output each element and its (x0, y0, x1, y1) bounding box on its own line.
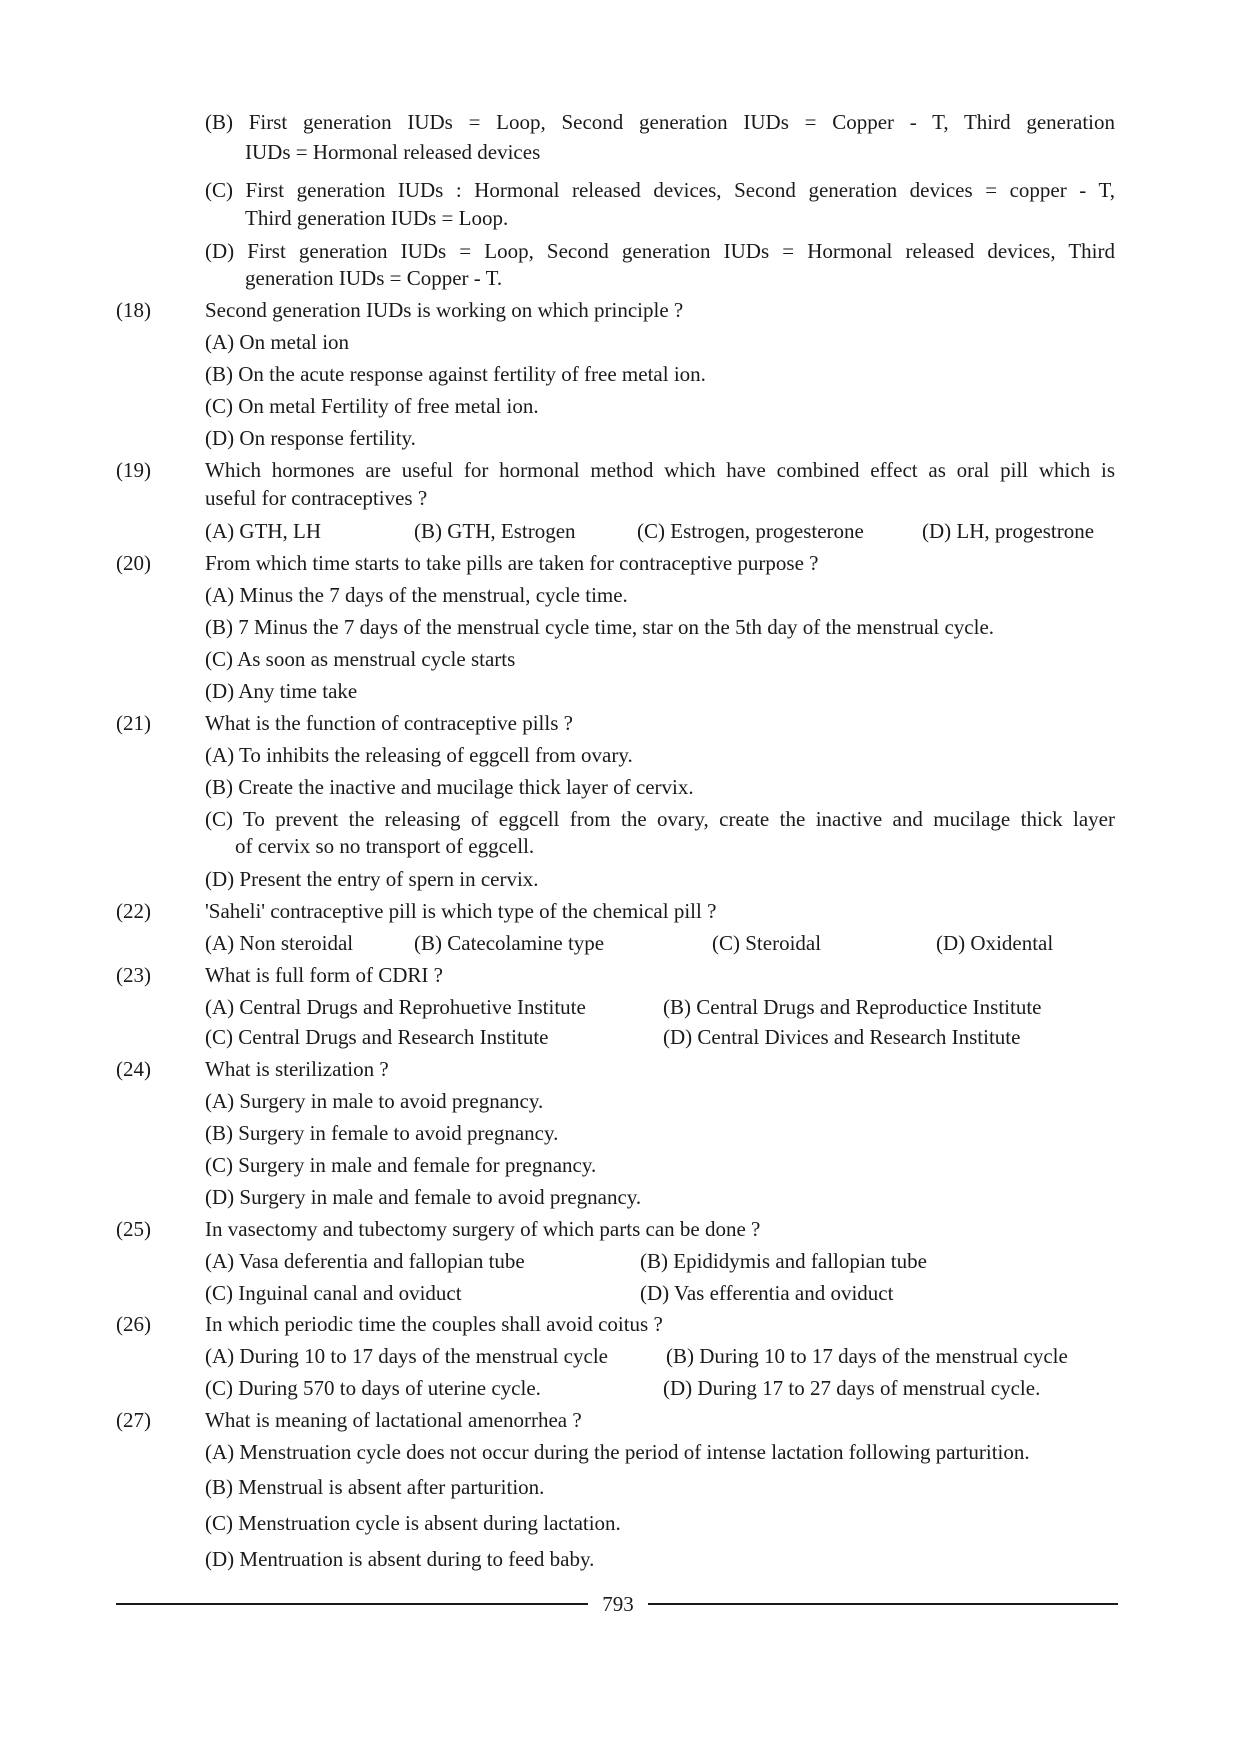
option-a: (A) Surgery in male to avoid pregnancy. (205, 1089, 544, 1113)
option-a: (A) During 10 to 17 days of the menstrual cycle (205, 1344, 608, 1368)
question-text: In which periodic time the couples shall avoid coitus ? (205, 1312, 663, 1336)
option-b: (B) 7 Minus the 7 days of the menstrual cycle time, star on the 5th day of the menstrual cycle. (205, 615, 995, 639)
option-b: (B) Create the inactive and mucilage thick layer of cervix. (205, 775, 694, 799)
question-number: (27) (116, 1408, 151, 1432)
option-c-line1: (C) To prevent the releasing of eggcell from the ovary, create the inactive and mucilage thick layer (205, 807, 1115, 831)
carryover-option-b-line1: (B) First generation IUDs = Loop, Second generation IUDs = Copper - T, Third generation (205, 110, 1115, 134)
question-text: From which time starts to take pills are taken for contraceptive purpose ? (205, 551, 819, 575)
question-number: (19) (116, 458, 151, 482)
question-text: What is sterilization ? (205, 1057, 389, 1081)
option-d: (D) Mentruation is absent during to feed baby. (205, 1547, 595, 1571)
question-number: (25) (116, 1217, 151, 1241)
question-text: Second generation IUDs is working on which principle ? (205, 298, 684, 322)
question-text: 'Saheli' contraceptive pill is which type of the chemical pill ? (205, 899, 717, 923)
option-b: (B) GTH, Estrogen (414, 519, 576, 543)
option-c: (C) Surgery in male and female for pregnancy. (205, 1153, 597, 1177)
option-a: (A) Vasa deferentia and fallopian tube (205, 1249, 525, 1273)
question-number: (26) (116, 1312, 151, 1336)
question-text: In vasectomy and tubectomy surgery of which parts can be done ? (205, 1217, 761, 1241)
question-number: (23) (116, 963, 151, 987)
option-d: (D) During 17 to 27 days of menstrual cycle. (663, 1376, 1041, 1400)
option-b: (B) Central Drugs and Reproductice Institute (663, 995, 1042, 1019)
option-c: (C) Inguinal canal and oviduct (205, 1281, 462, 1305)
option-a: (A) Minus the 7 days of the menstrual, cycle time. (205, 583, 628, 607)
option-c: (C) Menstruation cycle is absent during lactation. (205, 1511, 621, 1535)
question-text: What is the function of contraceptive pills ? (205, 711, 573, 735)
option-a: (A) Menstruation cycle does not occur during the period of intense lactation following parturition. (205, 1440, 1030, 1464)
option-d: (D) Central Divices and Research Institute (663, 1025, 1021, 1049)
carryover-option-d-line2: generation IUDs = Copper - T. (245, 266, 503, 290)
question-text-line1: Which hormones are useful for hormonal method which have combined effect as oral pill which is (205, 458, 1115, 482)
option-a: (A) Central Drugs and Reprohuetive Institute (205, 995, 586, 1019)
question-number: (24) (116, 1057, 151, 1081)
option-b: (B) On the acute response against fertility of free metal ion. (205, 362, 706, 386)
option-a: (A) GTH, LH (205, 519, 322, 543)
option-b: (B) Menstrual is absent after parturition. (205, 1475, 545, 1499)
carryover-option-c-line2: Third generation IUDs = Loop. (245, 206, 509, 230)
option-c: (C) During 570 to days of uterine cycle. (205, 1376, 541, 1400)
option-d: (D) LH, progestrone (922, 519, 1095, 543)
option-d: (D) Any time take (205, 679, 358, 703)
question-text: What is full form of CDRI ? (205, 963, 443, 987)
option-c-line2: of cervix so no transport of eggcell. (235, 834, 535, 858)
option-b: (B) Catecolamine type (414, 931, 605, 955)
carryover-option-d-line1: (D) First generation IUDs = Loop, Second generation IUDs = Hormonal released devices, Third (205, 239, 1115, 263)
option-d: (D) Surgery in male and female to avoid pregnancy. (205, 1185, 642, 1209)
option-a: (A) On metal ion (205, 330, 350, 354)
option-c: (C) As soon as menstrual cycle starts (205, 647, 516, 671)
option-d: (D) Present the entry of spern in cervix. (205, 867, 539, 891)
option-c: (C) Steroidal (712, 931, 822, 955)
option-c: (C) Central Drugs and Research Institute (205, 1025, 549, 1049)
question-text-line2: useful for contraceptives ? (205, 486, 428, 510)
option-b: (B) Surgery in female to avoid pregnancy. (205, 1121, 559, 1145)
footer-rule-right (648, 1603, 1118, 1605)
question-number: (18) (116, 298, 151, 322)
option-a: (A) To inhibits the releasing of eggcell from ovary. (205, 743, 633, 767)
option-c: (C) On metal Fertility of free metal ion. (205, 394, 539, 418)
option-a: (A) Non steroidal (205, 931, 354, 955)
option-d: (D) Vas efferentia and oviduct (640, 1281, 894, 1305)
carryover-option-c-line1: (C) First generation IUDs : Hormonal released devices, Second generation devices = copper - T, (205, 178, 1115, 202)
carryover-option-b-line2: IUDs = Hormonal released devices (245, 140, 541, 164)
question-number: (20) (116, 551, 151, 575)
question-number: (21) (116, 711, 151, 735)
option-b: (B) During 10 to 17 days of the menstrual cycle (666, 1344, 1068, 1368)
option-c: (C) Estrogen, progesterone (637, 519, 864, 543)
question-text: What is meaning of lactational amenorrhea ? (205, 1408, 582, 1432)
option-d: (D) On response fertility. (205, 426, 416, 450)
page-number: 793 (602, 1592, 634, 1616)
option-d: (D) Oxidental (936, 931, 1054, 955)
option-b: (B) Epididymis and fallopian tube (640, 1249, 927, 1273)
footer-rule-left (116, 1603, 588, 1605)
question-number: (22) (116, 899, 151, 923)
